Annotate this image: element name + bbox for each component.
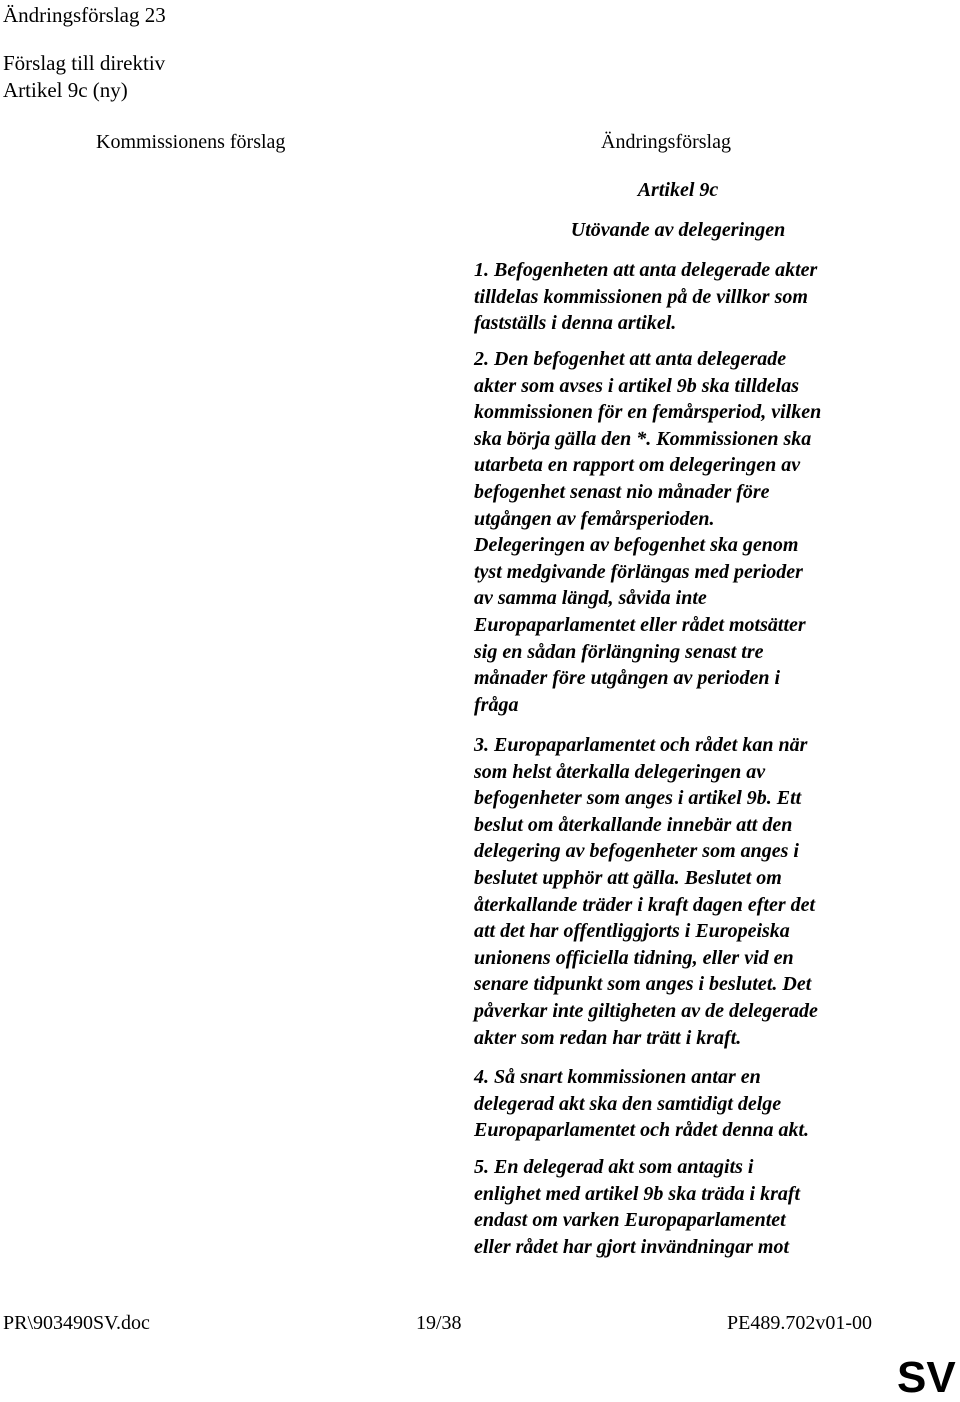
- paragraph-line: befogenhet senast nio månader före: [474, 480, 770, 503]
- amendment-title: Ändringsförslag 23: [3, 3, 166, 27]
- paragraph-line: tilldelas kommissionen på de villkor som: [474, 285, 808, 308]
- paragraph-line: sig en sådan förlängning senast tre: [474, 640, 764, 663]
- paragraph-line: av samma längd, såvida inte: [474, 587, 707, 610]
- footer-pe-ref: PE489.702v01-00: [727, 1312, 872, 1334]
- paragraph-line: utarbeta en rapport om delegeringen av: [474, 454, 801, 477]
- paragraph-line: beslut om återkallande innebär att den: [474, 813, 793, 836]
- paragraph-line: ska börja gälla den *. Kommissionen ska: [474, 427, 812, 450]
- paragraph-line: tyst medgivande förlängas med perioder: [474, 560, 803, 583]
- paragraph-1: [474, 257, 894, 337]
- paragraph-line: återkallande träder i kraft dagen efter det: [474, 893, 816, 916]
- paragraph-line: delegerad akt ska den samtidigt delge: [474, 1092, 782, 1115]
- paragraph-line: akter som redan har trätt i kraft.: [474, 1026, 742, 1049]
- paragraph-line: att det har offentliggjorts i Europeiska: [474, 920, 790, 943]
- paragraph-line: månader före utgången av perioden i: [474, 667, 781, 690]
- paragraph-line: påverkar inte giltigheten av de delegerade: [474, 999, 818, 1022]
- paragraph-3: [474, 732, 894, 1051]
- paragraph-line: kommissionen för en femårsperiod, vilken: [474, 401, 822, 424]
- paragraph-line: akter som avses i artikel 9b ska tilldelas: [474, 374, 799, 397]
- language-code: SV: [897, 1353, 956, 1402]
- paragraph-line: utgången av femårsperioden.: [474, 507, 715, 530]
- paragraph-line: endast om varken Europaparlamentet: [474, 1209, 786, 1232]
- paragraph-line: fråga: [474, 693, 519, 716]
- paragraph-line: 1. Befogenheten att anta delegerade akter: [474, 259, 818, 281]
- paragraph-line: Europaparlamentet eller rådet motsätter: [474, 613, 806, 636]
- left-column-heading: Kommissionens förslag: [96, 131, 286, 153]
- footer-page-number: 19/38: [416, 1312, 462, 1334]
- paragraph-line: fastställs i denna artikel.: [474, 312, 677, 335]
- paragraph-line: 4. Så snart kommissionen antar en: [474, 1066, 761, 1088]
- paragraph-line: Europaparlamentet och rådet denna akt.: [474, 1119, 810, 1142]
- footer-doc-ref: PR\903490SV.doc: [3, 1312, 150, 1334]
- paragraph-line: 5. En delegerad akt som antagits i: [474, 1156, 754, 1178]
- article-heading: Artikel 9c: [637, 179, 719, 201]
- paragraph-2: [474, 346, 894, 718]
- paragraph-line: som helst återkalla delegeringen av: [474, 760, 766, 783]
- right-column-heading: Ändringsförslag: [601, 131, 731, 153]
- paragraph-line: senare tidpunkt som anges i beslutet. Det: [474, 973, 812, 996]
- paragraph-line: befogenheter som anges i artikel 9b. Ett: [474, 787, 802, 810]
- paragraph-line: unionens officiella tidning, eller vid en: [474, 946, 794, 969]
- paragraph-4: [474, 1064, 894, 1144]
- paragraph-line: enlighet med artikel 9b ska träda i kraft: [474, 1182, 801, 1205]
- article-line: Artikel 9c (ny): [3, 78, 128, 102]
- paragraph-line: eller rådet har gjort invändningar mot: [474, 1235, 790, 1258]
- paragraph-line: 2. Den befogenhet att anta delegerade: [474, 348, 787, 370]
- paragraph-line: beslutet upphör att gälla. Beslutet om: [474, 866, 782, 889]
- paragraph-line: delegering av befogenheter som anges i: [474, 840, 799, 863]
- paragraph-5: [474, 1154, 894, 1260]
- paragraph-line: 3. Europaparlamentet och rådet kan när: [474, 734, 808, 756]
- article-subtitle: Utövande av delegeringen: [570, 219, 786, 241]
- paragraph-line: Delegeringen av befogenhet ska genom: [474, 534, 799, 557]
- proposal-line: Förslag till direktiv: [3, 51, 166, 75]
